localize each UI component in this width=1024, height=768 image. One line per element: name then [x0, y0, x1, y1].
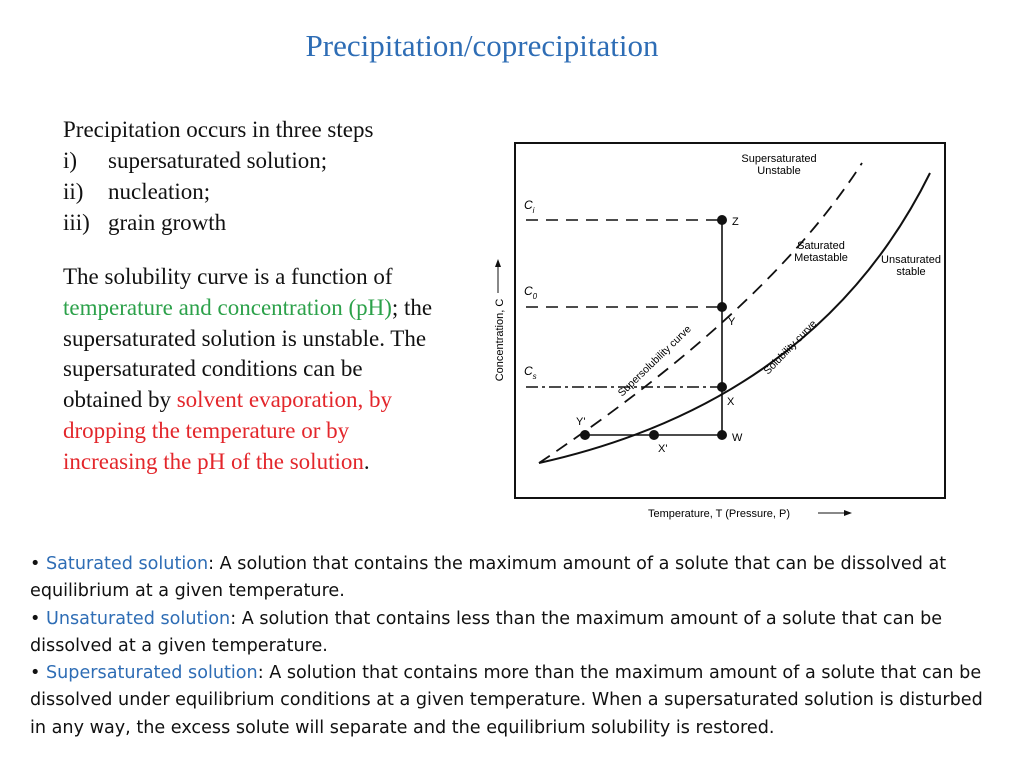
solubility-paragraph [63, 262, 443, 478]
diagram-svg [490, 135, 970, 530]
region-unstable: Unstable [757, 165, 801, 177]
region-saturated: Saturated [797, 240, 845, 252]
point-z [717, 215, 727, 225]
y-axis-arrowhead [495, 259, 501, 267]
bullet: • [30, 554, 46, 574]
y-axis-label: Concentration, C [494, 298, 506, 382]
step-number: ii) [63, 179, 84, 204]
step-item [63, 207, 373, 238]
supersolubility-curve-label: Supersolubility curve [615, 323, 694, 400]
point-w [717, 430, 727, 440]
bullet: • [30, 608, 46, 629]
label-co: $C_0$ [524, 284, 538, 301]
x-axis-arrowhead [844, 510, 852, 516]
paragraph-highlight-green: temperature and concentration (pH) [63, 294, 392, 320]
step-number: i) [63, 148, 78, 173]
step-item [63, 176, 373, 207]
definition-item [30, 660, 1000, 742]
region-metastable: Metastable [794, 252, 848, 264]
label-z: Z [732, 216, 739, 228]
point-y [717, 302, 727, 312]
label-y: Y [728, 316, 736, 328]
definition-text: : A solution that contains less than the maximum amount of a solute that can be dissolved at a given temperature. [30, 608, 943, 656]
point-x [717, 382, 727, 392]
label-cs: $C_s$ [524, 364, 537, 381]
region-stable: stable [896, 266, 926, 278]
definition-item [30, 551, 1000, 606]
label-ci: $C_i$ [524, 198, 535, 215]
steps-list [63, 114, 373, 238]
point-x-prime [649, 430, 659, 440]
label-w: W [732, 432, 743, 444]
point-y-prime [580, 430, 590, 440]
page-title: Precipitation/coprecipitation [305, 28, 659, 63]
label-y-prime: Y' [576, 416, 586, 428]
label-x-prime: X' [658, 443, 668, 455]
paragraph-highlight-red: solvent evaporation, by dropping the temperature or by increasing the pH of the solution [63, 387, 392, 474]
definition-item [30, 606, 1000, 661]
region-supersaturated: Supersaturated [741, 153, 817, 165]
paragraph-text: ; the supersaturated solution is unstable. The supersaturated conditions can be obtained by [63, 294, 433, 413]
step-item [63, 145, 373, 176]
x-axis-label: Temperature, T (Pressure, P) [648, 508, 791, 520]
step-number: iii) [63, 210, 90, 235]
step-text: supersaturated solution; [108, 148, 328, 173]
region-unsaturated: Unsaturated [881, 254, 941, 266]
definition-text: : A solution that contains the maximum amount of a solute that can be dissolved at equilibrium at a given temperature. [30, 554, 947, 602]
definition-term: Saturated solution [45, 554, 209, 574]
bullet: • [30, 663, 46, 684]
definition-term: Supersaturated solution [45, 663, 258, 684]
step-text: grain growth [108, 210, 227, 235]
paragraph-end: . [363, 448, 370, 474]
step-text: nucleation; [108, 179, 211, 204]
solubility-curve-label: Solubility curve [761, 317, 820, 378]
definitions-list [30, 551, 1000, 742]
steps-intro: Precipitation occurs in three steps [63, 117, 374, 142]
paragraph-text: The solubility curve is a function of [63, 264, 393, 289]
supersolubility-curve [539, 163, 862, 463]
label-x: X [727, 396, 735, 408]
solubility-diagram [490, 135, 970, 535]
definition-text: : A solution that contains more than the maximum amount of a solute that can be dissolved under equilibrium conditions at a given temperature. When a supersaturated solution is disturbed in any way, the excess solute will separate and the equilibrium solubility is restored. [30, 663, 983, 738]
definition-term: Unsaturated solution [45, 608, 231, 629]
